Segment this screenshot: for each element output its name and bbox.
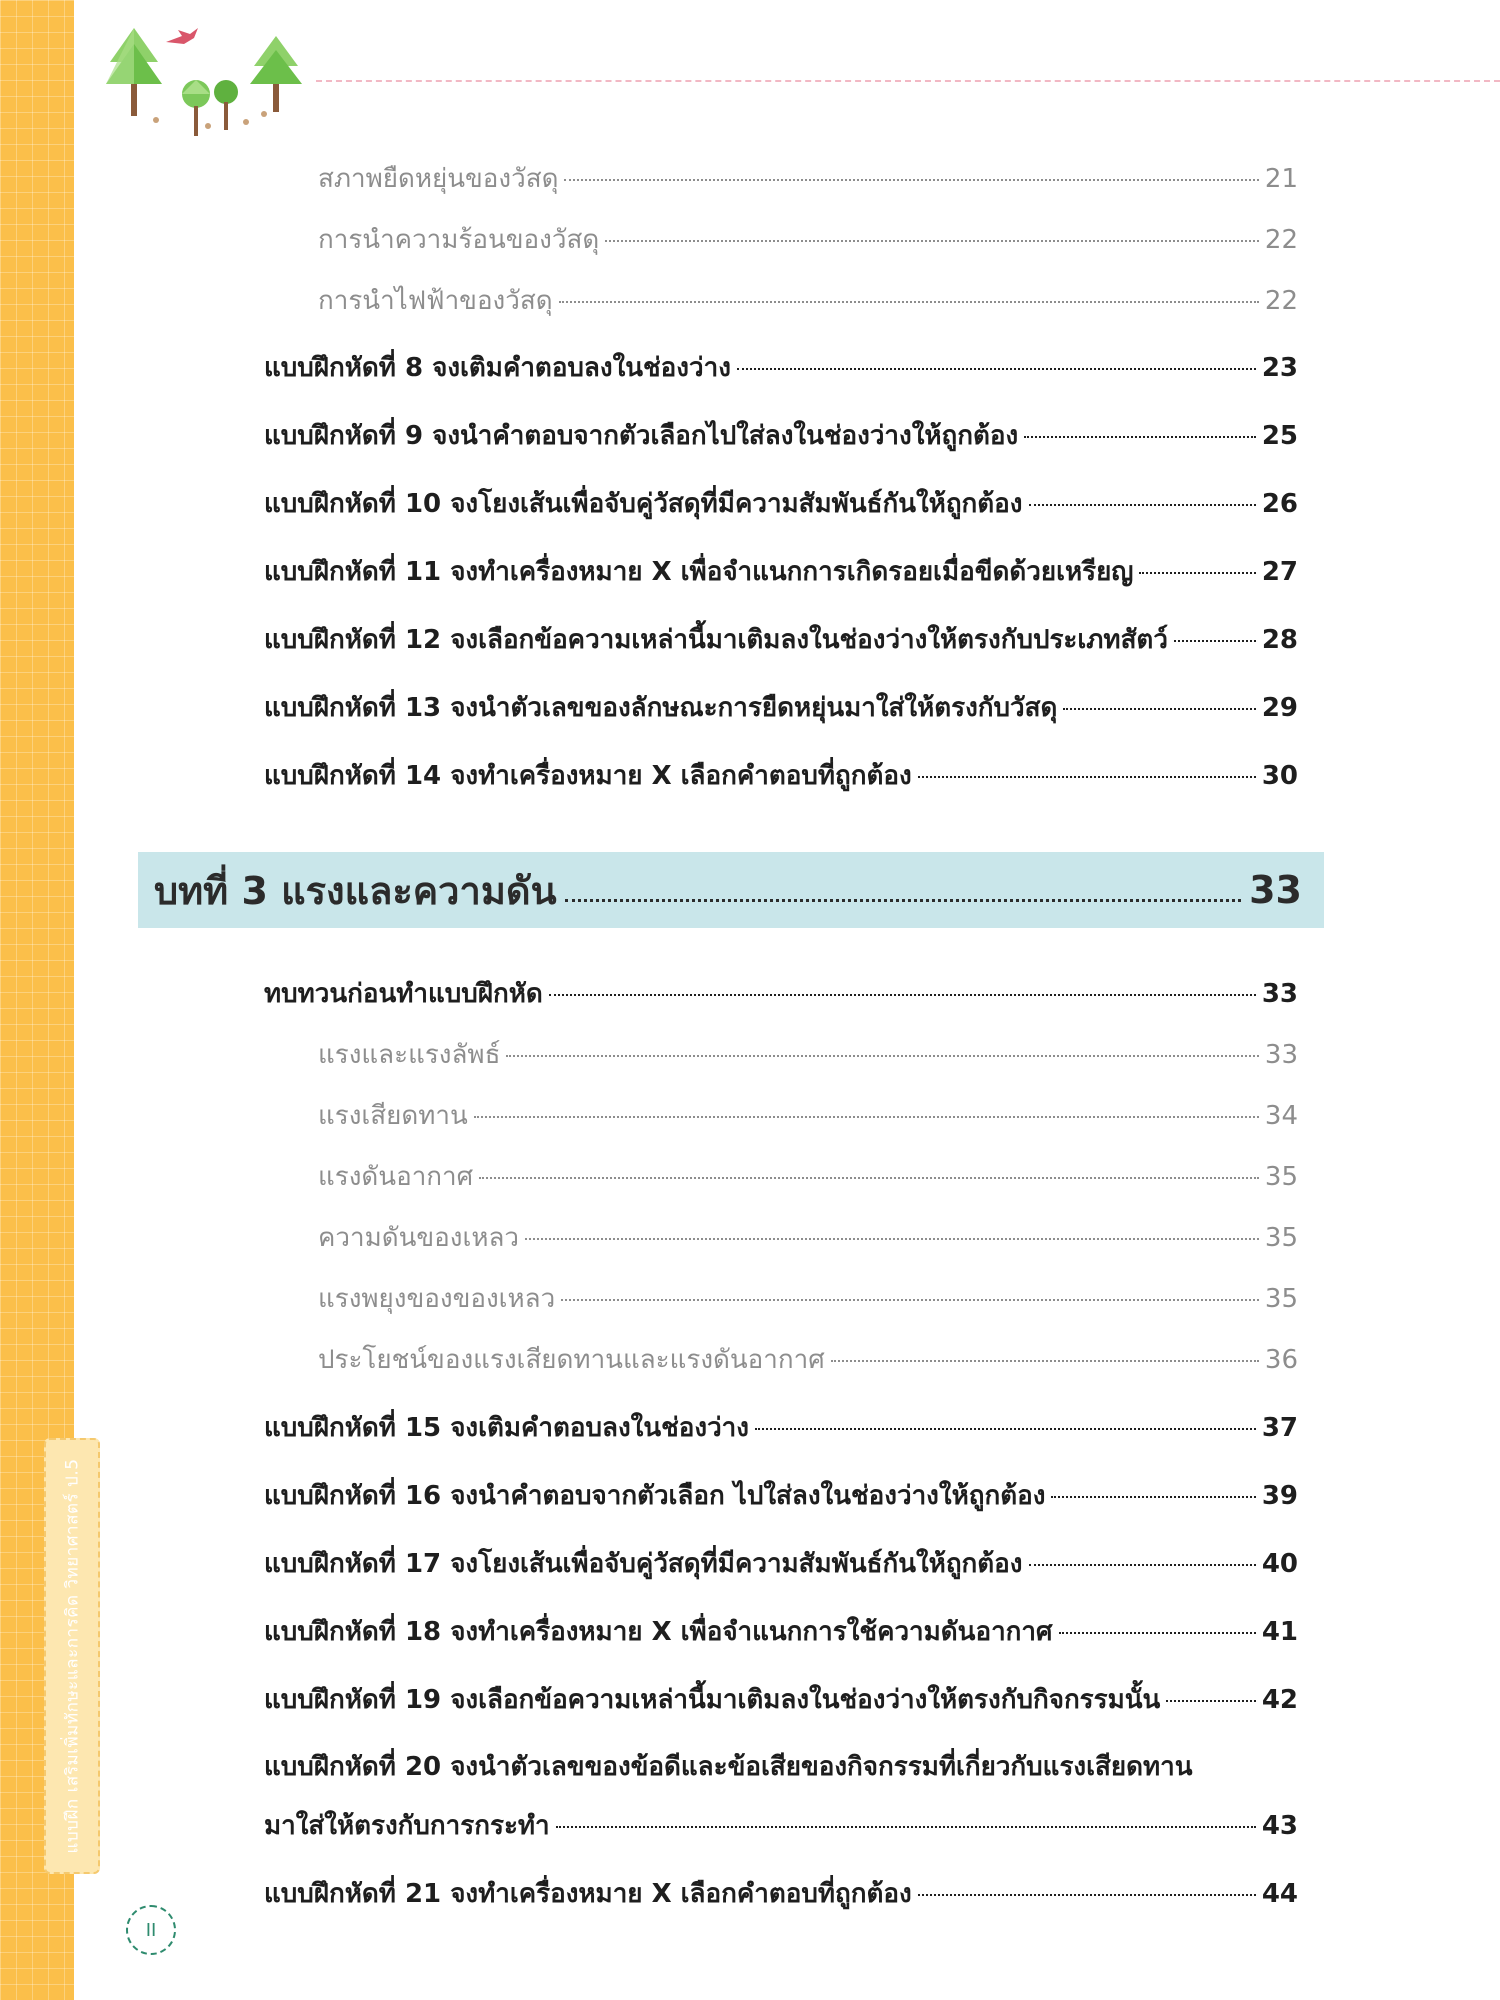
toc-item-page: 36: [1264, 1345, 1298, 1375]
toc-item: [318, 1339, 1298, 1380]
toc-leader-dots: [561, 1299, 1259, 1301]
toc-item-title: ประโยชน์ของแรงเสียดทานและแรงดันอากาศ: [318, 1345, 825, 1375]
toc-leader-dots: [918, 776, 1256, 778]
spine-book-title: แบบฝึก เสริมเพิ่มทักษะและการคิด วิทยาศาสตร์ ป.5: [62, 1458, 83, 1854]
toc-item-page: 39: [1261, 1481, 1298, 1511]
toc-item: [318, 280, 1298, 321]
toc-leader-dots: [605, 240, 1259, 242]
forest-illustration-icon: [96, 22, 316, 142]
toc-item: [264, 347, 1298, 388]
toc-leader-dots: [559, 301, 1259, 303]
toc-item-title: แบบฝึกหัดที่ 10 จงโยงเส้นเพื่อจับคู่วัสดุที่มีความสัมพันธ์กันให้ถูกต้อง: [264, 489, 1023, 519]
toc-item: [264, 1407, 1298, 1448]
toc-item: [264, 1805, 1298, 1846]
toc-item-title: แบบฝึกหัดที่ 11 จงทำเครื่องหมาย X เพื่อจำแนกการเกิดรอยเมื่อขีดด้วยเหรียญ: [264, 557, 1134, 587]
toc-item-page: 35: [1264, 1162, 1298, 1192]
toc-item-title: แบบฝึกหัดที่ 8 จงเติมคำตอบลงในช่องว่าง: [264, 353, 731, 383]
toc-item: [318, 1278, 1298, 1319]
toc-item-title: แบบฝึกหัดที่ 12 จงเลือกข้อความเหล่านี้มาเติมลงในช่องว่างให้ตรงกับประเภทสัตว์: [264, 625, 1168, 655]
toc-leader-dots: [831, 1360, 1259, 1362]
toc-item-title-line2: มาใส่ให้ตรงกับการกระทำ: [264, 1811, 550, 1841]
toc-item-title: แบบฝึกหัดที่ 16 จงนำคำตอบจากตัวเลือก ไปใส่ลงในช่องว่างให้ถูกต้อง: [264, 1481, 1046, 1511]
toc-item: [264, 687, 1298, 728]
toc-item-page: 34: [1264, 1101, 1298, 1131]
toc-item-title: แบบฝึกหัดที่ 14 จงทำเครื่องหมาย X เลือกคำตอบที่ถูกต้อง: [264, 761, 912, 791]
toc-item-page: 22: [1264, 286, 1298, 316]
toc-item: [264, 755, 1298, 796]
toc-item-page: 37: [1261, 1413, 1298, 1443]
toc-item-page: 30: [1261, 761, 1298, 791]
chapter-page: 33: [1249, 868, 1302, 912]
toc-item-page: 35: [1264, 1223, 1298, 1253]
toc-item-page: 42: [1261, 1685, 1298, 1715]
toc-item-title: การนำความร้อนของวัสดุ: [318, 225, 600, 255]
toc-item: [318, 1156, 1298, 1197]
toc-item-title: แบบฝึกหัดที่ 15 จงเติมคำตอบลงในช่องว่าง: [264, 1413, 749, 1443]
toc-item-title: แบบฝึกหัดที่ 21 จงทำเครื่องหมาย X เลือกคำตอบที่ถูกต้อง: [264, 1879, 912, 1909]
toc-item-page: 27: [1261, 557, 1298, 587]
toc-item-page: 22: [1264, 225, 1298, 255]
toc-item: [264, 1611, 1298, 1652]
toc-item-title: แรงดันอากาศ: [318, 1162, 474, 1192]
toc-leader-dots: [1029, 504, 1256, 506]
toc-item-title: แรงเสียดทาน: [318, 1101, 468, 1131]
toc-item-page: 26: [1261, 489, 1298, 519]
toc-leader-dots: [1059, 1632, 1256, 1634]
toc-item: [264, 1475, 1298, 1516]
header-dashed-line: [316, 80, 1500, 82]
toc-item: [264, 415, 1298, 456]
toc-item-page: 33: [1264, 1040, 1298, 1070]
toc-item-page: 29: [1261, 693, 1298, 723]
toc-item-title: สภาพยืดหยุ่นของวัสดุ: [318, 164, 559, 194]
toc-item: [318, 219, 1298, 260]
toc-item: [264, 551, 1298, 592]
toc-leader-dots: [525, 1238, 1259, 1240]
toc-item-page: 35: [1264, 1284, 1298, 1314]
toc-leader-dots: [479, 1177, 1259, 1179]
toc-leader-dots: [474, 1116, 1259, 1118]
toc-leader-dots: [1166, 1700, 1256, 1702]
toc-item: [264, 619, 1298, 660]
toc-leader-dots: [564, 179, 1258, 181]
toc-item-page: 28: [1261, 625, 1298, 655]
toc-leader-dots: [737, 368, 1256, 370]
toc-item-page: 40: [1261, 1549, 1298, 1579]
toc-leader-dots: [1063, 708, 1255, 710]
toc-item-title: แรงพยุงของของเหลว: [318, 1284, 556, 1314]
toc-leader-dots: [506, 1055, 1258, 1057]
toc-item: [318, 1217, 1298, 1258]
toc-leader-dots: [1024, 436, 1256, 438]
toc-leader-dots: [755, 1428, 1256, 1430]
toc-item-title: แบบฝึกหัดที่ 18 จงทำเครื่องหมาย X เพื่อจำแนกการใช้ความดันอากาศ: [264, 1617, 1053, 1647]
toc-item: [264, 1873, 1298, 1914]
toc-item: [318, 1095, 1298, 1136]
toc-leader-dots: [1029, 1564, 1256, 1566]
toc-item-page: 44: [1261, 1879, 1298, 1909]
chapter-heading: [138, 852, 1324, 928]
toc-item-title: ความดันของเหลว: [318, 1223, 520, 1253]
toc-leader-dots: [549, 994, 1256, 996]
toc-item: [264, 483, 1298, 524]
toc-item-page: 25: [1261, 421, 1298, 451]
toc-item-page: 21: [1264, 164, 1298, 194]
toc-item-title: แบบฝึกหัดที่ 17 จงโยงเส้นเพื่อจับคู่วัสดุที่มีความสัมพันธ์กันให้ถูกต้อง: [264, 1549, 1023, 1579]
toc-item-page: 33: [1261, 979, 1298, 1009]
toc-item-page: 23: [1261, 353, 1298, 383]
toc-item-title: แบบฝึกหัดที่ 19 จงเลือกข้อความเหล่านี้มาเติมลงในช่องว่างให้ตรงกับกิจกรรมนั้น: [264, 1685, 1161, 1715]
page-number-badge: II: [126, 1905, 176, 1955]
toc-item: [318, 158, 1298, 199]
toc-item-title: ทบทวนก่อนทำแบบฝึกหัด: [264, 979, 543, 1009]
toc-leader-dots: [918, 1894, 1256, 1896]
toc-leader-dots: [556, 1826, 1256, 1828]
toc-item: [264, 1679, 1298, 1720]
toc-item-title: แบบฝึกหัดที่ 9 จงนำคำตอบจากตัวเลือกไปใส่ลงในช่องว่างให้ถูกต้อง: [264, 421, 1019, 451]
toc-leader-dots: [1051, 1496, 1255, 1498]
toc-item: [318, 1034, 1298, 1075]
toc-item: [264, 1543, 1298, 1584]
chapter-title: บทที่ 3 แรงและความดัน: [154, 868, 557, 913]
toc-item-title: การนำไฟฟ้าของวัสดุ: [318, 286, 553, 316]
toc-item: [264, 973, 1298, 1014]
toc-leader-dots: [1139, 572, 1255, 574]
toc-leader-dots: [1174, 640, 1256, 642]
toc-item-title-line1: แบบฝึกหัดที่ 20 จงนำตัวเลขของข้อดีและข้อเสียของกิจกรรมที่เกี่ยวกับแรงเสียดทาน: [264, 1752, 1193, 1782]
chapter-leader-dots: [565, 899, 1242, 902]
toc-item-page: 43: [1261, 1811, 1298, 1841]
toc-item-page: 41: [1261, 1617, 1298, 1647]
toc-item-title: แบบฝึกหัดที่ 13 จงนำตัวเลขของลักษณะการยืดหยุ่นมาใส่ให้ตรงกับวัสดุ: [264, 693, 1058, 723]
toc-item-title: แรงและแรงลัพธ์: [318, 1040, 501, 1070]
